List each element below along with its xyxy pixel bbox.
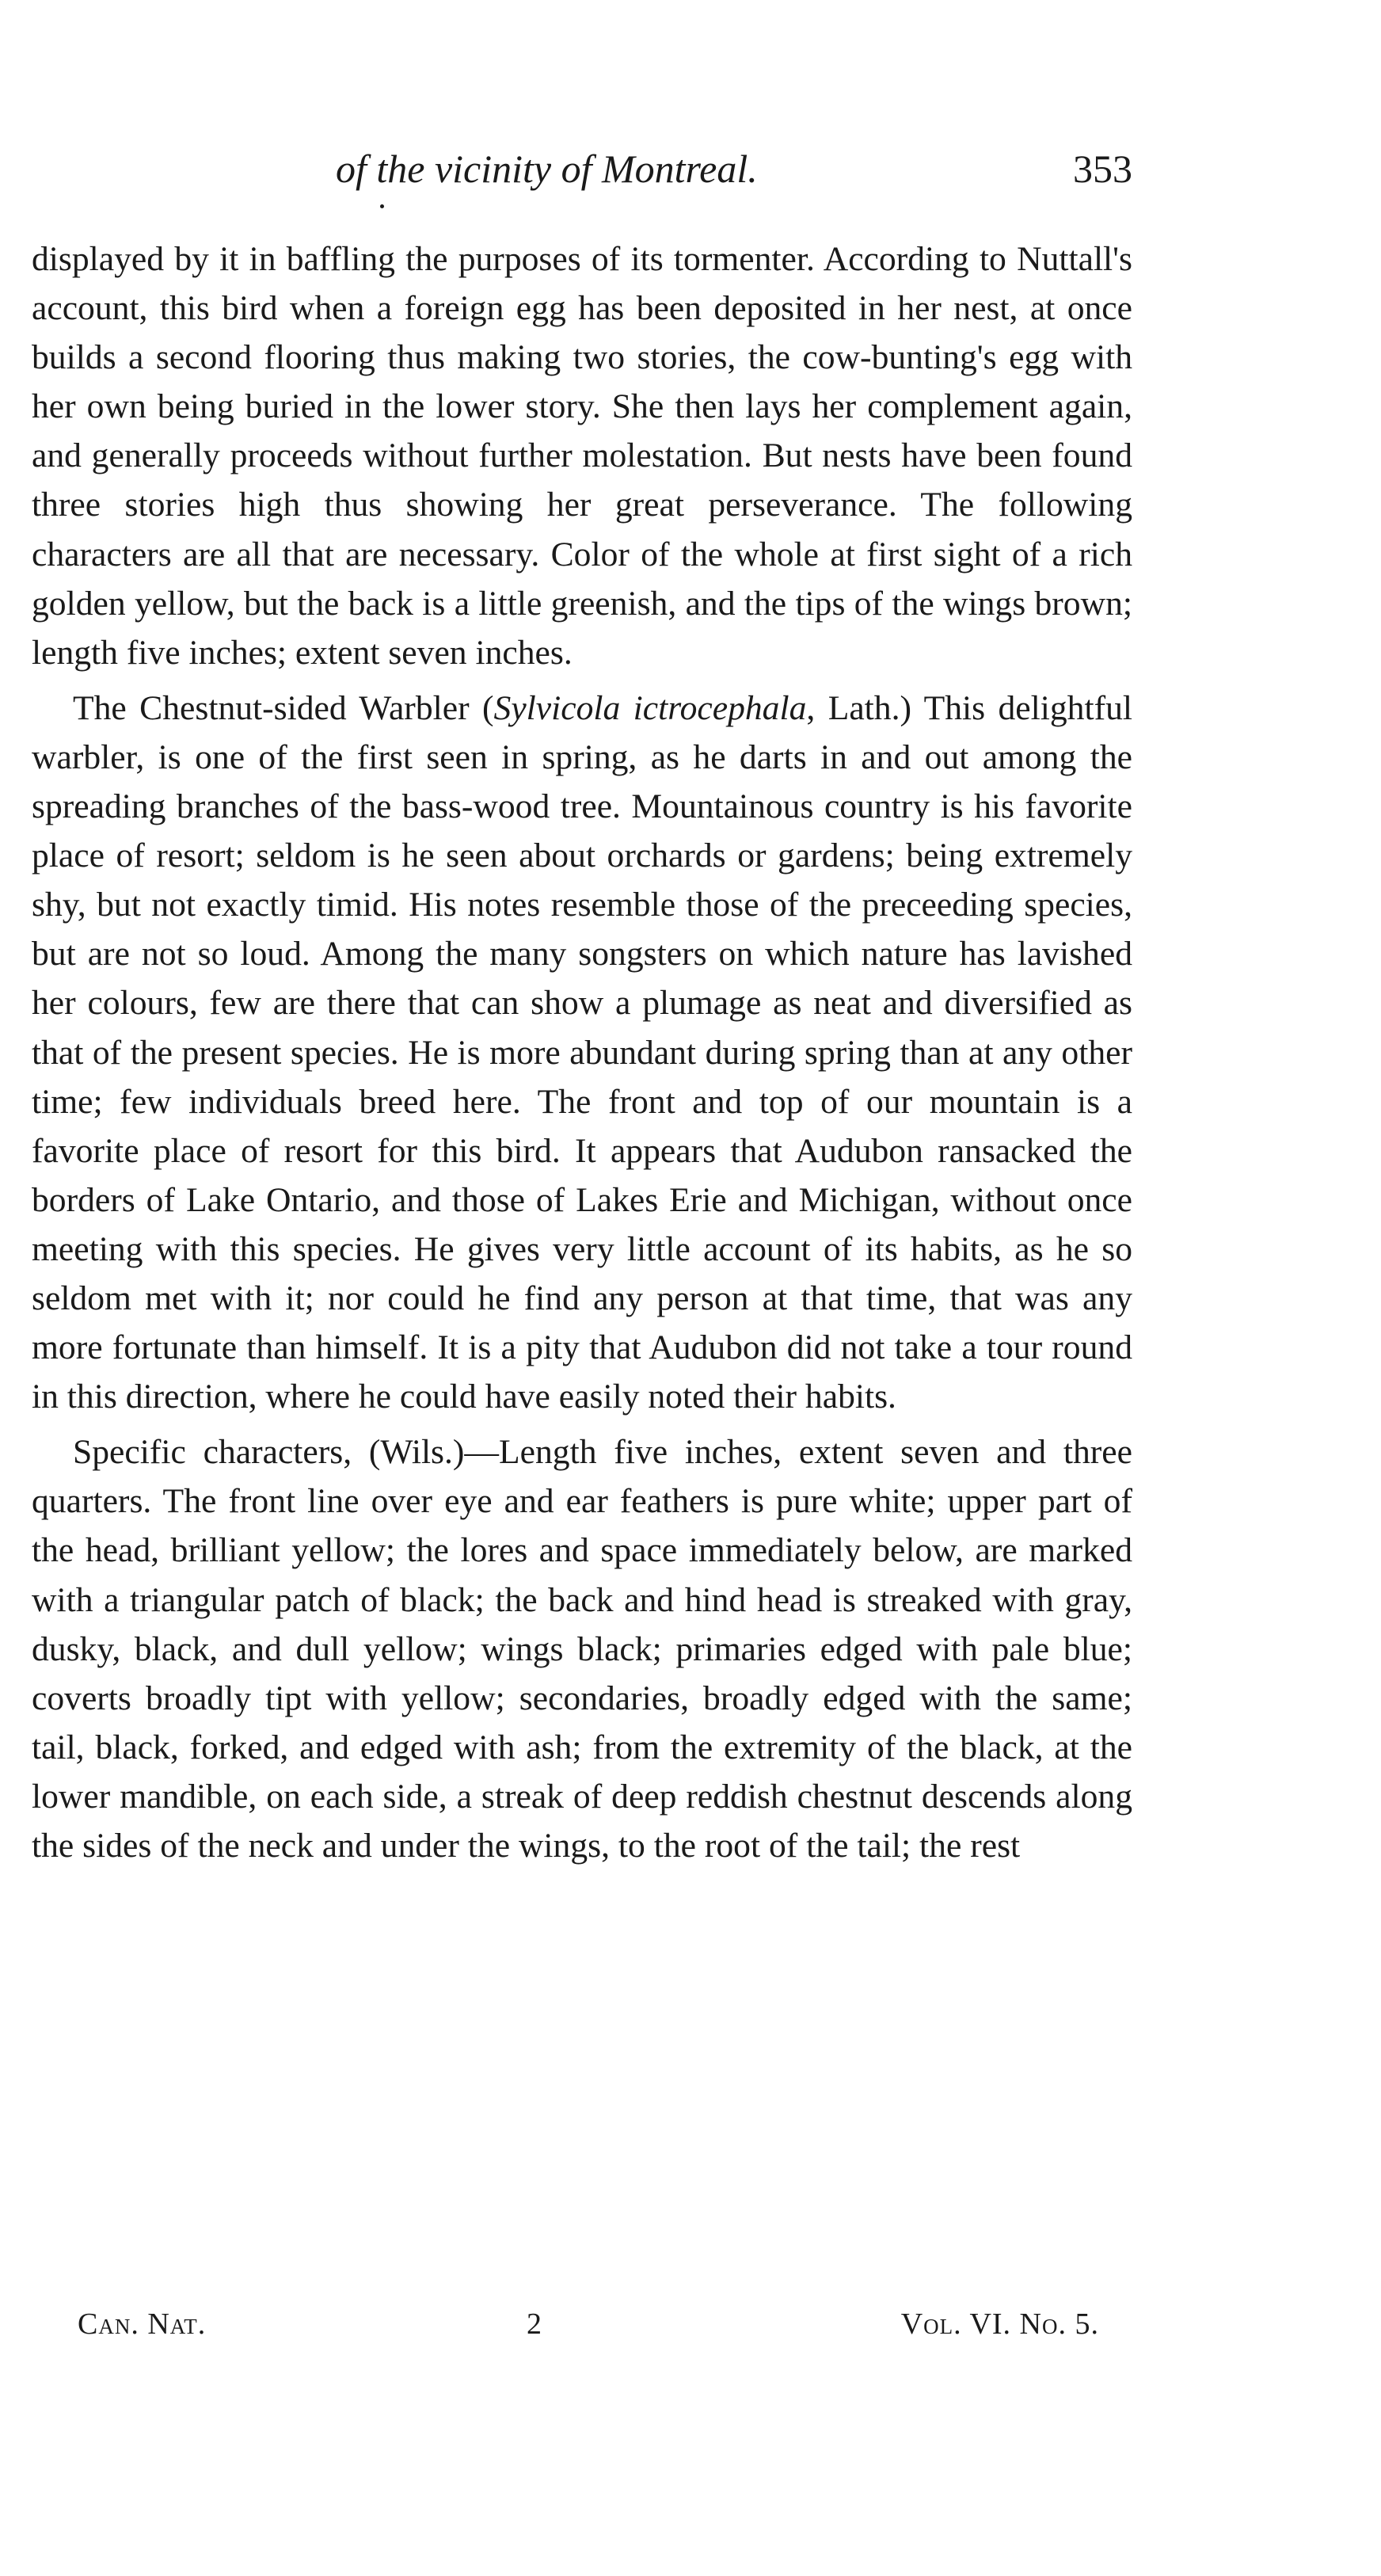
paragraph-body: , Lath.) This delightful warbler, is one of the first seen in spring, as he darts in and out among the spreading branches of the bass-wood tree. Mountainous country is his favorite place of resort; seldom is he seen about orchards or gardens; being extremely shy, but not exactly timid. His notes resemble those of the preceeding species, but are not so loud. Among the many songsters on which nature has lavished her colours, few are there that can show a plumage as neat and diversified as that of the present species. He is more abundant during spring than at any other time; few individuals breed here. The front and top of our mountain is a favorite place of resort for this bird. It appears that Audubon ransacked the borders of Lake Ontario, and those of Lakes Erie and Michigan, without once meeting with this species. He gives very little account of its habits, as he so seldom met with it; nor could he find any person at that time, that was any more fortunate than himself. It is a pity that Audubon did not take a tour round in this direction, where he could have easily noted their habits. [32, 688, 1132, 1416]
paragraph-lead: The Chestnut-sided Warbler ( [73, 688, 494, 727]
journal-abbrev: Can. Nat. [78, 2307, 207, 2341]
running-head [32, 141, 1132, 196]
latin-species-name: Sylvicola ictrocephala [493, 688, 807, 727]
paragraph-specific-characters: Specific characters, (Wils.)—Length five inches, extent seven and three quarters. The front line over eye and ear feathers is pure white; upper part of the head, brilliant yellow; the lores and space immediately below, are marked with a triangular patch of black; the back and hind head is streaked with gray, dusky, black, and dull yellow; wings black; primaries edged with pale blue; coverts broadly tipt with yellow; secondaries, broadly edged with the same; tail, black, forked, and edged with ash; from the extremity of the black, at the lower mandible, on each side, a streak of deep reddish chestnut descends along the sides of the neck and under the wings, to the root of the tail; the rest [32, 1433, 1132, 1865]
paragraph-continuation: displayed by it in baffling the purposes of its tormenter. According to Nuttall's account, this bird when a foreign egg has been deposited in her nest, at once builds a second flooring thus making two stories, the cow-bunting's egg with her own being buried in the lower story. She then lays her complement again, and generally proceeds without further molestation. But nests have been found three stories high thus showing her great perseverance. The following characters are all that are necessary. Color of the whole at first sight of a rich golden yellow, but the back is a little greenish, and the tips of the wings brown; length five inches; extent seven inches. [32, 240, 1132, 672]
book-page [32, 0, 1132, 2576]
page-footer [32, 2300, 1132, 2348]
signature-mark: 2 [527, 2307, 542, 2341]
body-text [32, 234, 1132, 1870]
page-number: 353 [1073, 147, 1132, 191]
ink-speck [380, 204, 384, 208]
paragraph-chestnut-sided-warbler [32, 684, 1132, 1421]
volume-number: Vol. VI. No. 5. [900, 2307, 1099, 2341]
running-title: of the vicinity of Montreal. [336, 147, 758, 191]
